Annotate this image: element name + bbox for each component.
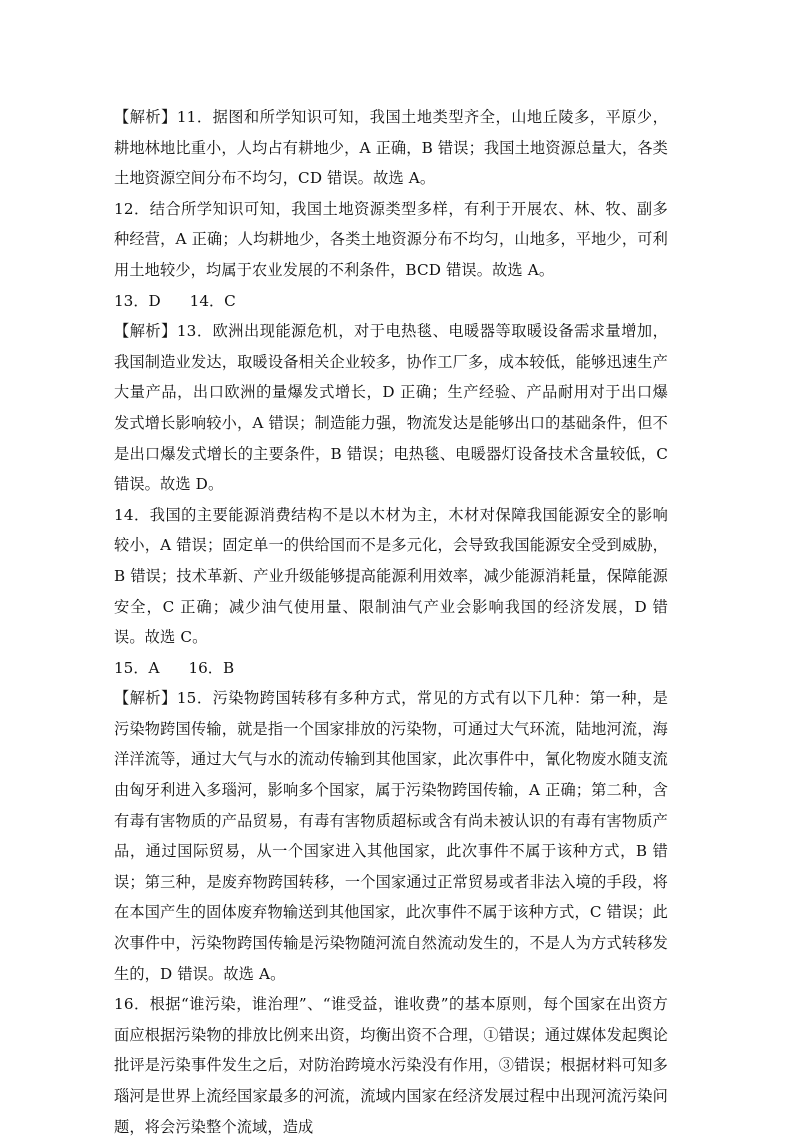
explanation-paragraph: 12．结合所学知识可知，我国土地资源类型多样，有利于开展农、林、牧、副多种经营，A 正确；人均耕地少，各类土地资源分布不均匀，山地多，平地少，可利用土地较少，均属于农业发展的不利条件，BCD 错误。故选 A。	[114, 199, 668, 279]
explanation-paragraph: 【解析】13．欧洲出现能源危机，对于电热毯、电暖器等取暖设备需求量增加，我国制造业发达，取暖设备相关企业较多，协作工厂多，成本较低，能够迅速生产大量产品，出口欧洲的量爆发式增长，D 正确；生产经验、产品耐用对于出口爆发式增长影响较小，A 错误；制造能力强，物流发达是能够出口的基础条件，但不是出口爆发式增长的主要条件，B 错误；电热毯、电暖器灯设备技术含量较低，C 错误。故选 D。	[114, 322, 668, 494]
answer-key-line: 13．D 14．C	[114, 291, 236, 310]
answer-explanation-text	[114, 102, 668, 1142]
explanation-paragraph: 【解析】11．据图和所学知识可知，我国土地类型齐全，山地丘陵多，平原少，耕地林地比重小，人均占有耕地少，A 正确，B 错误；我国土地资源总量大，各类土地资源空间分布不均匀，CD 错误。故选 A。	[114, 108, 668, 188]
answer-key-line: 15．A 16．B	[114, 658, 235, 677]
explanation-paragraph: 14．我国的主要能源消费结构不是以木材为主，木材对保障我国能源安全的影响较小，A 错误；固定单一的供给国而不是多元化，会导致我国能源安全受到威胁，B 错误；技术革新、产业升级能够提高能源利用效率，减少能源消耗量，保障能源安全，C 正确；减少油气使用量、限制油气产业会影响我国的经济发展，D 错误。故选 C。	[114, 505, 668, 647]
explanation-paragraph: 【解析】15．污染物跨国转移有多种方式，常见的方式有以下几种：第一种，是污染物跨国传输，就是指一个国家排放的污染物，可通过大气环流，陆地河流，海洋洋流等，通过大气与水的流动传输到其他国家，此次事件中，氰化物废水随支流由匈牙利进入多瑙河，影响多个国家，属于污染物跨国传输，A 正确；第二种，含有毒有害物质的产品贸易，有毒有害物质超标或含有尚未被认识的有毒有害物质产品，通过国际贸易，从一个国家进入其他国家，此次事件不属于该种方式，B 错误；第三种，是废弃物跨国转移，一个国家通过正常贸易或者非法入境的手段，将在本国产生的固体废弃物输送到其他国家，此次事件不属于该种方式，C 错误；此次事件中，污染物跨国传输是污染物随河流自然流动发生的，不是人为方式转移发生的，D 错误。故选 A。	[114, 689, 668, 983]
explanation-paragraph: 16．根据“谁污染，谁治理”、“谁受益，谁收费”的基本原则，每个国家在出资方面应根据污染物的排放比例来出资，均衡出资不合理，①错误；通过媒体发起舆论批评是污染事件发生之后，对防治跨境水污染没有作用，③错误；根据材料可知多瑙河是世界上流经国家最多的河流，流域内国家在经济发展过程中出现河流污染问题，将会污染整个流域，造成	[114, 995, 668, 1136]
